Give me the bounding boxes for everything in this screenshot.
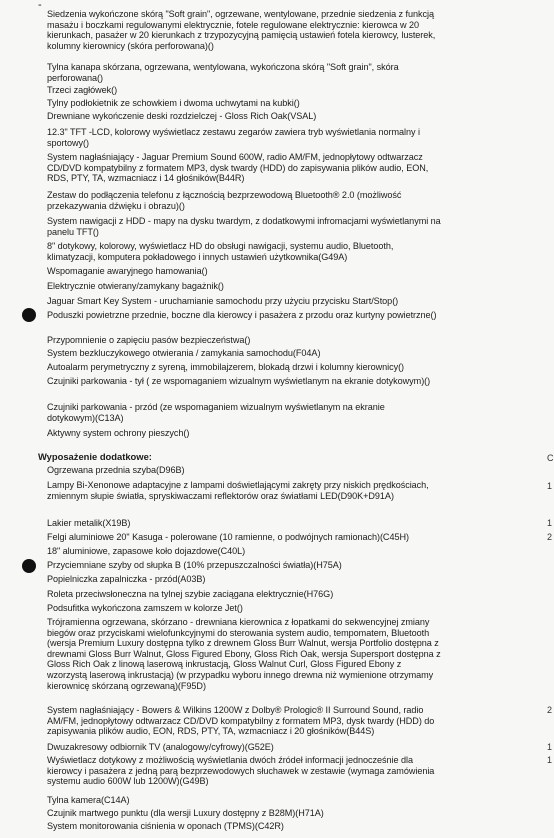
list-item: Siedzenia wykończone skórą "Soft grain", ogrzewane, wentylowane, przednie siedzenia z funkcją masażu i boczkami regulowanymi elektrycznie, fotele regulowane elektrycznie: kierowca w 20 kierunkach, pasażer w 20 kierunkach z trzypozycyjną pamięcią ustawień fotela kierowcy, lusterek, kolumny kierownicy (skóra perforowana)()	[47, 9, 436, 51]
list-item: Wyświetlacz dotykowy z możliwością wyświetlania dwóch źródeł informacji jednocześnie dla kierowcy i pasażera z jedną parą bezprzewodowych słuchawek w zestawie (wymaga zamówienia systemu audio 600W lub 1200W)(G49B)	[47, 755, 435, 787]
edge-mark: C	[547, 453, 554, 463]
bullet-dot-icon	[22, 308, 36, 322]
list-item: Dwuzakresowy odbiornik TV (analogowy/cyfrowy)(G52E)	[47, 742, 274, 752]
list-item: Poduszki powietrzne przednie, boczne dla kierowcy i pasażera z przodu oraz kurtyny powietrzne()	[47, 310, 437, 320]
list-item: 18" aluminiowe, zapasowe koło dojazdowe(C40L)	[47, 546, 246, 556]
edge-mark: 2	[547, 532, 553, 542]
list-item: Ogrzewana przednia szyba(D96B)	[47, 465, 185, 475]
list-item: Podsufitka wykończona zamszem w kolorze Jet()	[47, 603, 243, 613]
edge-mark: 1	[547, 481, 553, 491]
list-item: Czujniki parkowania - tył ( ze wspomaganiem wizualnym wyświetlanym na ekranie dotykowym)()	[47, 376, 431, 386]
list-item: Popielniczka zapalniczka - przód(A03B)	[47, 574, 206, 584]
bullet-dot-icon	[22, 559, 36, 573]
list-item: Lampy Bi-Xenonowe adaptacyjne z lampami doświetlającymi zakręty przy niskich prędkościach, zmiennym słupie światła, spryskiwaczami reflektorów oraz światłami LED(D90K+D91A)	[47, 480, 429, 501]
edge-mark: 1	[547, 518, 553, 528]
list-item: Zestaw do podłączenia telefonu z łącznością bezprzewodową Bluetooth® 2.0 (możliwość przekazywania dźwięku i obrazu)()	[47, 190, 402, 211]
list-item: Roleta przeciwsłoneczna na tylnej szybie zaciągana elektrycznie(H76G)	[47, 589, 334, 599]
list-item: System nagłaśniający - Bowers & Wilkins 1200W z Dolby® Prologic® II Surround Sound, radio AM/FM, jednopłytowy odtwarzacz CD/DVD kompatybilny z formatem MP3, dysk twardy (HDD) do zapisywania plików audio, EON, RDS, PTY, TA, wzmacniacz i 20 głośników(B44S)	[47, 705, 435, 737]
additional-equipment-heading: Wyposażenie dodatkowe:	[38, 451, 152, 462]
list-item: Lakier metalik(X19B)	[47, 518, 131, 528]
list-item: Tylna kamera(C14A)	[47, 795, 130, 805]
list-item: Aktywny system ochrony pieszych()	[47, 428, 190, 438]
list-item: System monitorowania ciśnienia w oponach (TPMS)(C42R)	[47, 821, 284, 831]
list-item: Trójramienna ogrzewana, skórzano - drewniana kierownica z łopatkami do sekwencyjnej zmiany biegów oraz przyciskami wielofunkcyjnymi do sterowania system audio, tempomatem, Bluetooth (wersja Premium Luxury dostępna tylko z drewnem Gloss Burr Walnut, wersja Portfolio dostępna z drewnami Gloss Burr Walnut, Gloss Figured Ebony, Gloss Rich Oak, wersja Supersport dostępna z Gloss Rich Oak z linową laserową inkrustacją, Gloss Walnut Curl, Gloss Figured Ebony z wzorzystą laserową inkrustacją) (w przypadku wyboru innego drewna niż wymienione otrzymamy kierownicę skórzaną ogrzewaną)(F95D)	[47, 617, 441, 691]
list-item: Przypomnienie o zapięciu pasów bezpieczeństwa()	[47, 335, 251, 345]
list-item: System bezkluczykowego otwierania / zamykania samochodu(F04A)	[47, 348, 321, 358]
list-item: Jaguar Smart Key System - uruchamianie samochodu przy użyciu przycisku Start/Stop()	[47, 296, 399, 306]
list-item: Tylny podłokietnik ze schowkiem i dwoma uchwytami na kubki()	[47, 98, 300, 108]
list-item: Drewniane wykończenie deski rozdzielczej - Gloss Rich Oak(VSAL)	[47, 111, 317, 121]
list-item: Trzeci zagłówek()	[47, 85, 118, 95]
list-item: 8" dotykowy, kolorowy, wyświetlacz HD do obsługi nawigacji, systemu audio, Bluetooth, klimatyzacji, komputera pokładowego i innych ustawień użytkownika(G49A)	[47, 241, 394, 262]
edge-mark: 2	[547, 705, 553, 715]
top-dash-mark: -	[38, 0, 42, 11]
list-item: Tylna kanapa skórzana, ogrzewana, wentylowana, wykończona skórą "Soft grain", skóra perforowana()	[47, 62, 399, 83]
list-item: System nawigacji z HDD - mapy na dysku twardym, z dodatkowymi infromacjami wyświetlanymi na panelu TFT()	[47, 216, 441, 237]
list-item: System nagłaśniający - Jaguar Premium Sound 600W, radio AM/FM, jednopłytowy odtwarzacz CD/DVD kompatybilny z formatem MP3, dysk twardy (HDD) do zapisywania plików audio, EON, RDS, PTY, TA, wzmacniacz i 14 głośników(B44R)	[47, 152, 429, 184]
list-item: Czujniki parkowania - przód (ze wspomaganiem wizualnym wyświetlanym na ekranie dotykowym)(C13A)	[47, 402, 385, 423]
edge-mark: 1	[547, 742, 553, 752]
list-item: Felgi aluminiowe 20" Kasuga - polerowane (10 ramienne, o podwójnych ramionach)(C45H)	[47, 532, 409, 542]
list-item: 12.3" TFT -LCD, kolorowy wyświetlacz zestawu zegarów zawiera tryb wyświetlania normalny i sportowy()	[47, 127, 420, 148]
list-item: Autoalarm perymetryczny z syreną, immobilajzerem, blokadą drzwi i kolumny kierownicy()	[47, 362, 405, 372]
list-item: Elektrycznie otwierany/zamykany bagażnik()	[47, 281, 224, 291]
edge-mark: 1	[547, 755, 553, 765]
list-item: Czujnik martwego punktu (dla wersji Luxury dostępny z B28M)(H71A)	[47, 808, 324, 818]
list-item: Przyciemniane szyby od słupka B (10% przepuszczalności światła)(H75A)	[47, 560, 342, 570]
list-item: Wspomaganie awaryjnego hamowania()	[47, 266, 208, 276]
